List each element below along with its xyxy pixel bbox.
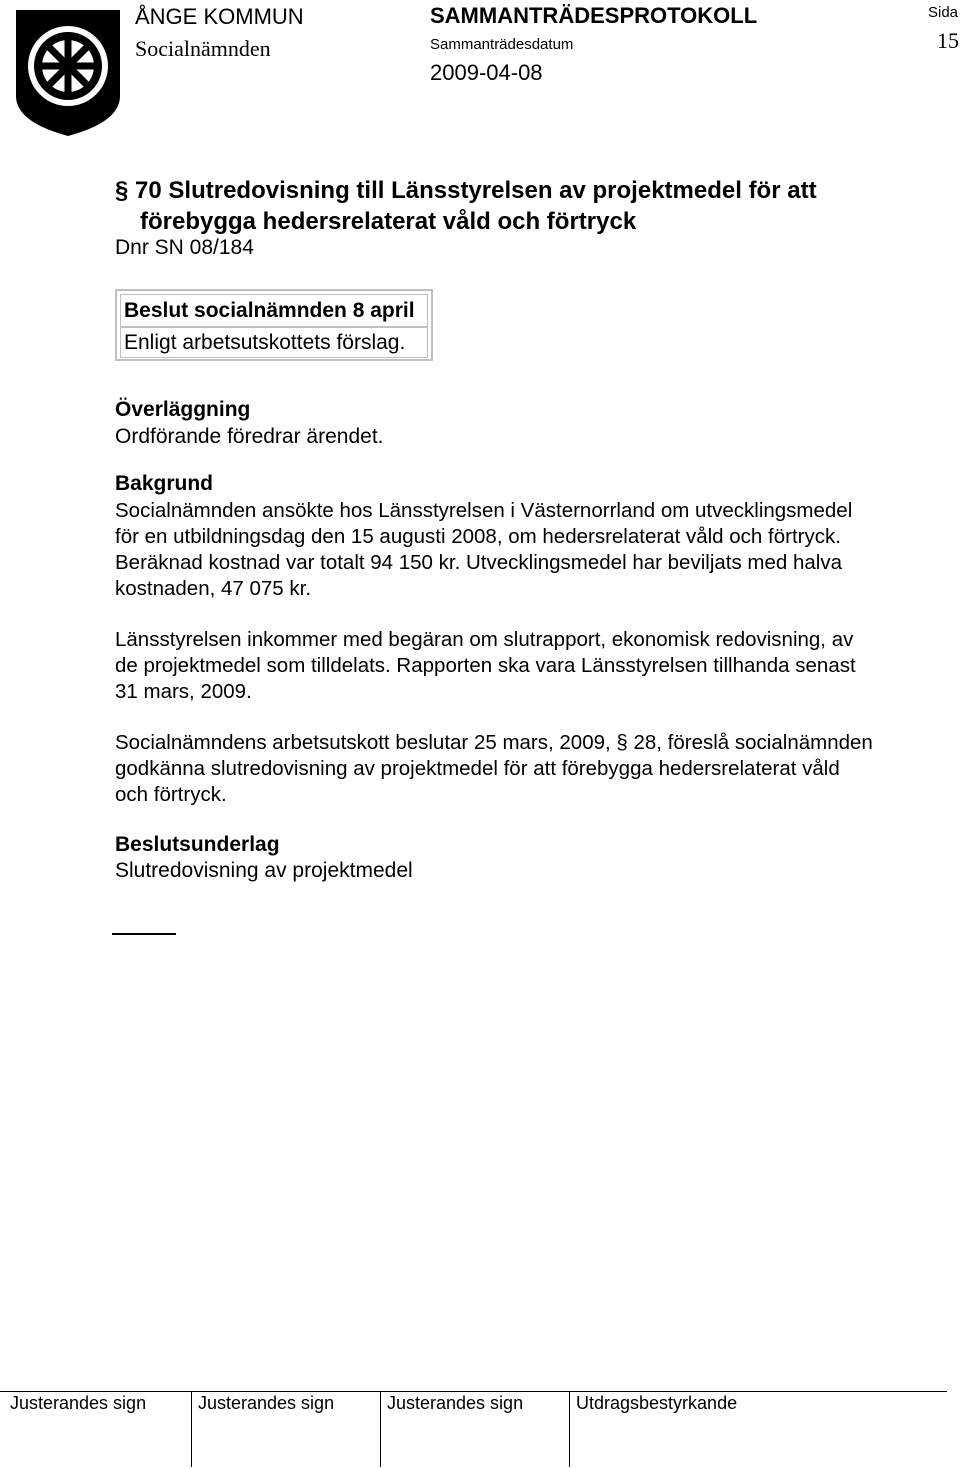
paragraph-line: kostnaden, 47 075 kr. — [115, 577, 312, 600]
signature-label-2: Justerandes sign — [198, 1393, 335, 1413]
paragraph-line: godkänna slutredovisning av projektmedel för att förebygga hedersrelaterat våld — [115, 757, 840, 780]
section-title-line2: förebygga hedersrelaterat våld och förtryck — [140, 208, 637, 235]
wheel-emblem-icon — [8, 4, 128, 138]
section-symbol: § — [115, 177, 129, 204]
background-paragraph-1 — [115, 498, 945, 602]
page-number: 15 — [937, 28, 959, 53]
paragraph-line: Länsstyrelsen inkommer med begäran om slutrapport, ekonomisk redovisning, av — [115, 628, 854, 651]
footer-divider — [569, 1392, 570, 1467]
footer-divider — [380, 1392, 381, 1467]
paragraph-line: för en utbildningsdag den 15 augusti 2008, om hedersrelaterat våld och förtryck. — [115, 525, 841, 548]
paragraph-line: Socialnämndens arbetsutskott beslutar 25 mars, 2009, § 28, föreslå socialnämnden — [115, 731, 873, 754]
page-label: Sida — [928, 4, 959, 21]
extract-certification-label: Utdragsbestyrkande — [576, 1393, 738, 1413]
end-rule — [112, 933, 176, 935]
deliberation-heading: Överläggning — [115, 398, 251, 421]
deliberation-text: Ordförande föredrar ärendet. — [115, 425, 384, 448]
signature-label-1: Justerandes sign — [10, 1393, 147, 1413]
document-type: SAMMANTRÄDESPROTOKOLL — [430, 3, 758, 28]
diary-number: Dnr SN 08/184 — [115, 236, 254, 259]
section-title-line1: 70 Slutredovisning till Länsstyrelsen av projektmedel för att — [135, 177, 817, 204]
meeting-date: 2009-04-08 — [430, 60, 543, 85]
section-heading — [115, 175, 915, 237]
meeting-date-label: Sammanträdesdatum — [430, 36, 574, 53]
decision-title: Beslut socialnämnden 8 april — [120, 294, 428, 327]
basis-heading: Beslutsunderlag — [115, 833, 280, 856]
paragraph-line: 31 mars, 2009. — [115, 680, 252, 703]
municipality-name: ÅNGE KOMMUN — [135, 4, 304, 29]
background-paragraph-3 — [115, 730, 945, 808]
background-heading: Bakgrund — [115, 472, 214, 495]
footer-divider — [191, 1392, 192, 1467]
paragraph-line: de projektmedel som tilldelats. Rapporten ska vara Länsstyrelsen tillhanda senast — [115, 654, 856, 677]
footer-rule — [0, 1391, 947, 1392]
paragraph-line: och förtryck. — [115, 783, 227, 806]
decision-text: Enligt arbetsutskottets förslag. — [120, 327, 428, 358]
background-paragraph-2 — [115, 627, 945, 705]
basis-text: Slutredovisning av projektmedel — [115, 859, 413, 882]
paragraph-line: Beräknad kostnad var totalt 94 150 kr. Utvecklingsmedel har beviljats med halva — [115, 551, 842, 574]
signature-label-3: Justerandes sign — [387, 1393, 524, 1413]
department-name: Socialnämnden — [135, 36, 271, 61]
paragraph-line: Socialnämnden ansökte hos Länsstyrelsen i Västernorrland om utvecklingsmedel — [115, 499, 853, 522]
decision-box — [115, 289, 433, 361]
